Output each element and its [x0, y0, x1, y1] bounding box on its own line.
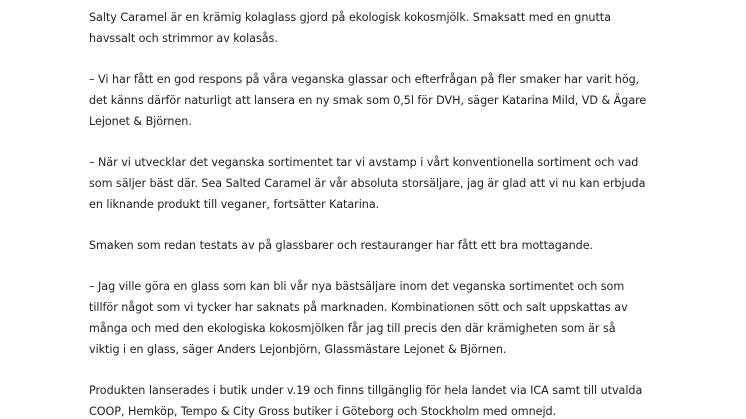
text-line: tillför något som vi tycker har saknats på marknaden. Kombinationen sött och salt uppskattas av: [89, 301, 628, 314]
text-line: – Vi har fått en god respons på våra veganska glassar och efterfrågan på fler smaker har varit hög,: [89, 73, 640, 86]
text-line: Smaken som redan testats av på glassbarer och restauranger har fått ett bra mottagande.: [89, 239, 594, 252]
text-line: – När vi utvecklar det veganska sortimentet tar vi avstamp i vårt konventionella sortiment och vad: [89, 156, 639, 169]
text-line: Produkten lanserades i butik under v.19 och finns tillgänglig för hela landet via ICA samt till utvalda: [89, 384, 643, 397]
text-line: COOP, Hemköp, Tempo & City Gross butiker i Göteborg och Stockholm med omnejd.: [89, 405, 557, 418]
text-line: Lejonet & Björnen.: [89, 115, 192, 128]
text-line: många och med den ekologiska kokosmjölken får jag till precis den där krämigheten som är så: [89, 322, 616, 335]
text-line: det känns därför naturligt att lansera en ny smak som 0,5l för DVH, säger Katarina Mild, VD & Ägare: [89, 94, 647, 107]
text-line: Salty Caramel är en krämig kolaglass gjord på ekologisk kokosmjölk. Smaksatt med en gnutta: [89, 11, 611, 24]
text-line: – Jag ville göra en glass som kan bli vår nya bästsäljare inom det veganska sortimentet och som: [89, 280, 625, 293]
text-line: viktig i en glass, säger Anders Lejonbjörn, Glassmästare Lejonet & Björnen.: [89, 343, 507, 356]
text-line: som säljer bäst där. Sea Salted Caramel är vår absoluta storsäljare, jag är glad att vi nu kan erbjuda: [89, 177, 646, 190]
text-line: havssalt och strimmor av kolasås.: [89, 32, 278, 45]
text-line: en liknande produkt till veganer, fortsätter Katarina.: [89, 198, 380, 211]
